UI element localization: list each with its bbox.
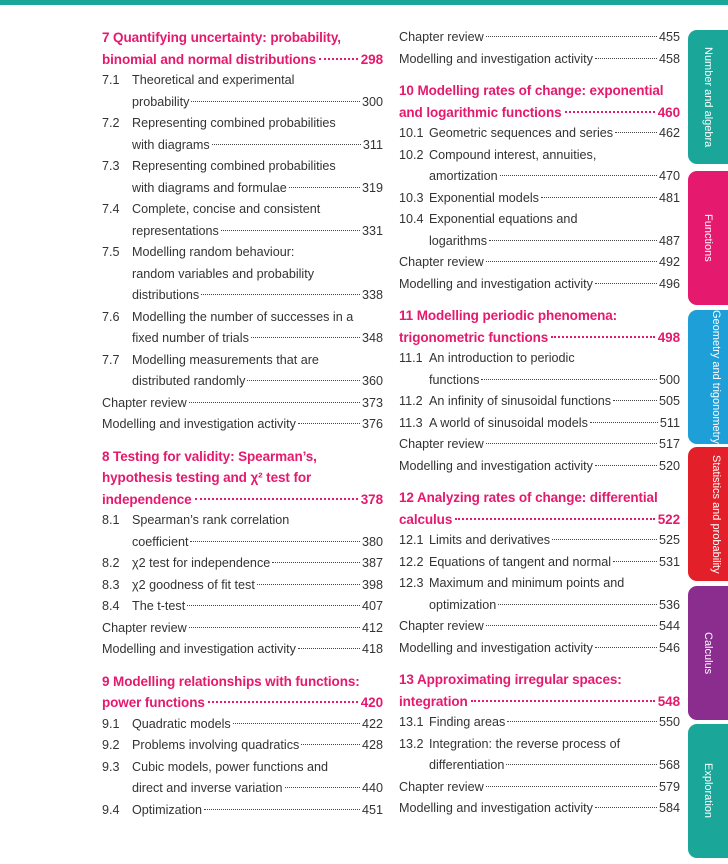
section-10-2[interactable]: 10.2 Compound interest, annuities, amortization 470 [399,147,680,183]
tab-statistics-and-probability[interactable]: Statistics and probability [688,447,728,581]
toc-right-column [399,27,680,820]
section-9-4[interactable]: 9.4 Optimization 451 [102,802,383,817]
top-color-bar [0,0,728,5]
chapter-7-review[interactable]: Chapter review 373 [102,395,383,410]
section-10-4[interactable]: 10.4 Exponential equations and logarithms 487 [399,212,680,248]
section-8-1[interactable]: 8.1 Spearman’s rank correlation coefficient 380 [102,513,383,549]
chapter-7-heading[interactable]: 7 Quantifying uncertainty: probability, binomial and normal distributions 298 [102,30,383,67]
chapter-10-modelling-activity[interactable]: Modelling and investigation activity 496 [399,276,680,291]
chapter-8-heading[interactable]: 8 Testing for validity: Spearman’s, hypothesis testing and χ² test for independence 378 [102,448,383,507]
section-7-5[interactable]: 7.5 Modelling random behaviour: random variables and probability distributions 338 [102,245,383,302]
toc-left-column [102,27,383,821]
tab-functions[interactable]: Functions [688,171,728,305]
chapter-12-heading[interactable]: 12 Analyzing rates of change: differential calculus 522 [399,490,680,527]
chapter-12-review[interactable]: Chapter review 544 [399,619,680,633]
section-9-2[interactable]: 9.2 Problems involving quadratics 428 [102,738,383,752]
chapter-12-modelling-activity[interactable]: Modelling and investigation activity 546 [399,640,680,655]
section-7-2[interactable]: 7.2 Representing combined probabilities with diagrams 311 [102,116,383,152]
tab-exploration[interactable]: Exploration [688,724,728,858]
section-8-3[interactable]: 8.3 χ2 goodness of fit test 398 [102,577,383,592]
section-13-2[interactable]: 13.2 Integration: the reverse process of differentiation 568 [399,736,680,772]
chapter-11-heading[interactable]: 11 Modelling periodic phenomena: trigonometric functions 498 [399,308,680,345]
chapter-13-modelling-activity[interactable]: Modelling and investigation activity 584 [399,801,680,815]
chapter-10-review[interactable]: Chapter review 492 [399,255,680,269]
section-7-4[interactable]: 7.4 Complete, concise and consistent representations 331 [102,202,383,238]
chapter-7-modelling-activity[interactable]: Modelling and investigation activity 376 [102,417,383,431]
tab-number-and-algebra[interactable]: Number and algebra [688,30,728,164]
chapter-10-heading[interactable]: 10 Modelling rates of change: exponential and logarithmic functions 460 [399,83,680,120]
section-9-1[interactable]: 9.1 Quadratic models 422 [102,716,383,731]
chapter-11-modelling-activity[interactable]: Modelling and investigation activity 520 [399,458,680,473]
section-7-1[interactable]: 7.1 Theoretical and experimental probability 300 [102,73,383,109]
chapter-9-heading[interactable]: 9 Modelling relationships with functions: power functions 420 [102,673,383,710]
section-11-3[interactable]: 11.3 A world of sinusoidal models 511 [399,415,680,430]
section-7-3[interactable]: 7.3 Representing combined probabilities with diagrams and formulae 319 [102,159,383,195]
section-13-1[interactable]: 13.1 Finding areas 550 [399,715,680,729]
section-10-3[interactable]: 10.3 Exponential models 481 [399,190,680,205]
section-8-4[interactable]: 8.4 The t-test 407 [102,599,383,613]
chapter-8-modelling-activity[interactable]: Modelling and investigation activity 418 [102,642,383,656]
chapter-13-heading[interactable]: 13 Approximating irregular spaces: integration 548 [399,672,680,709]
section-12-3[interactable]: 12.3 Maximum and minimum points and optimization 536 [399,576,680,612]
tab-geometry-and-trigonometry[interactable]: Geometry and trigonometry [688,310,728,444]
section-8-2[interactable]: 8.2 χ2 test for independence 387 [102,556,383,570]
section-7-7[interactable]: 7.7 Modelling measurements that are distributed randomly 360 [102,352,383,388]
tab-calculus[interactable]: Calculus [688,586,728,720]
chapter-9-review[interactable]: Chapter review 455 [399,30,680,44]
section-side-tabs [688,0,728,864]
section-12-2[interactable]: 12.2 Equations of tangent and normal 531 [399,554,680,569]
chapter-13-review[interactable]: Chapter review 579 [399,779,680,794]
section-9-3[interactable]: 9.3 Cubic models, power functions and direct and inverse variation 440 [102,759,383,795]
section-11-2[interactable]: 11.2 An infinity of sinusoidal functions 505 [399,394,680,408]
chapter-8-review[interactable]: Chapter review 412 [102,620,383,635]
section-10-1[interactable]: 10.1 Geometric sequences and series 462 [399,126,680,140]
section-11-1[interactable]: 11.1 An introduction to periodic functions 500 [399,351,680,387]
chapter-9-modelling-activity[interactable]: Modelling and investigation activity 458 [399,51,680,66]
chapter-11-review[interactable]: Chapter review 517 [399,437,680,451]
section-7-6[interactable]: 7.6 Modelling the number of successes in a fixed number of trials 348 [102,309,383,345]
section-12-1[interactable]: 12.1 Limits and derivatives 525 [399,533,680,547]
